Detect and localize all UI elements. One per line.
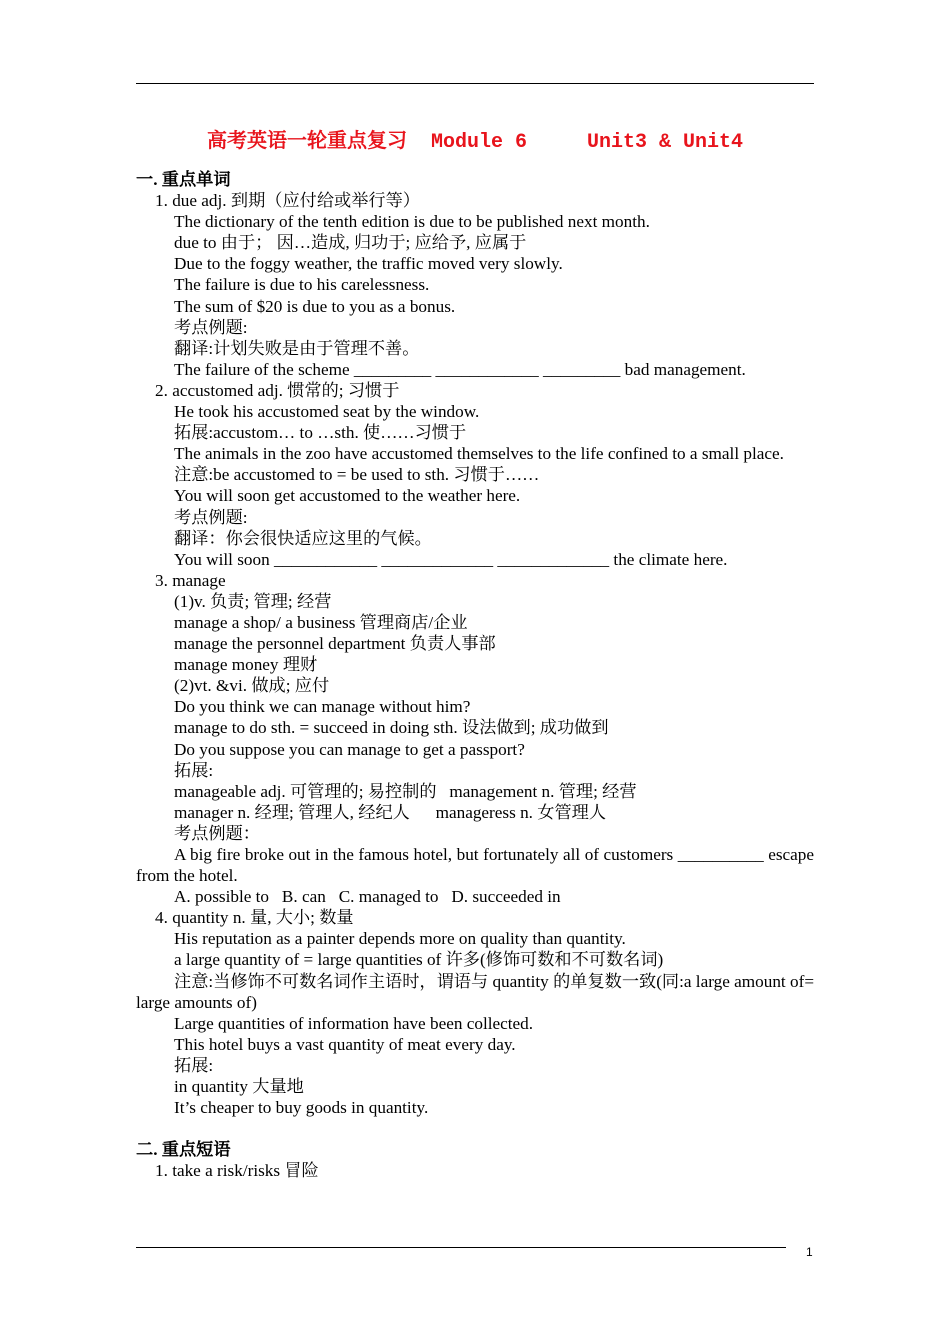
document-title <box>0 124 950 154</box>
example-sentence: The animals in the zoo have accustomed themselves to the life confined to a small place. <box>174 444 784 464</box>
extension-label: 拓展: <box>174 760 214 780</box>
example-sentence: You will soon get accustomed to the weather here. <box>174 486 521 506</box>
extension-label: 拓展: <box>174 1055 214 1075</box>
list-item: 3. manage <box>155 570 226 590</box>
word-family: manageable adj. 可管理的; 易控制的 management n. 管理; 经营 <box>174 781 637 801</box>
document-body <box>136 169 814 1182</box>
example-phrase: manage money 理财 <box>174 655 318 675</box>
title-chinese: 高考英语一轮重点复习 <box>206 128 407 152</box>
example-sentence: It’s cheaper to buy goods in quantity. <box>174 1098 429 1118</box>
list-item: 1. due adj. 到期（应付给或举行等） <box>155 191 420 211</box>
definition: manage to do sth. = succeed in doing sth. 设法做到; 成功做到 <box>174 718 609 738</box>
list-item: 1. take a risk/risks 冒险 <box>155 1161 319 1181</box>
example-phrase: manage a shop/ a business 管理商店/企业 <box>174 612 468 632</box>
definition: (1)v. 负责; 管理; 经营 <box>174 591 332 611</box>
page-number: 1 <box>806 1245 813 1259</box>
note: 注意:当修饰不可数名词作主语时，谓语与 quantity 的单复数一致(同:a large amount of= large amounts of) <box>136 971 815 1012</box>
example-sentence: The dictionary of the tenth edition is due to be published next month. <box>174 212 650 232</box>
answer-options: A. possible to B. can C. managed to D. succeeded in <box>174 887 561 907</box>
title-units: Unit3 & Unit4 <box>587 131 744 154</box>
exercise-question: A big fire broke out in the famous hotel, but fortunately all of customers __________ escape from the hotel. <box>136 845 814 886</box>
fill-blank: You will soon ____________ _____________ _____________ the climate here. <box>174 549 728 569</box>
exercise-label: 考点例题： <box>174 823 260 843</box>
footer-rule <box>136 1247 786 1248</box>
example-sentence: He took his accustomed seat by the window. <box>174 402 480 422</box>
definition: a large quantity of = large quantities of 许多(修饰可数和不可数名词) <box>174 950 664 970</box>
example-sentence: Do you think we can manage without him? <box>174 697 471 717</box>
definition: due to 由于； 因…造成, 归功于; 应给予, 应属于 <box>174 233 527 253</box>
section-heading-words: 一. 重点单词 <box>136 170 231 189</box>
translation-prompt: 翻译：你会很快适应这里的气候。 <box>174 528 432 548</box>
word-family: manager n. 经理; 管理人, 经纪人 manageress n. 女管理人 <box>174 802 607 822</box>
definition: (2)vt. &vi. 做成; 应付 <box>174 676 330 696</box>
list-item: 4. quantity n. 量, 大小; 数量 <box>155 908 354 928</box>
example-sentence: His reputation as a painter depends more on quality than quantity. <box>174 929 626 949</box>
fill-blank: The failure of the scheme _________ ____________ _________ bad management. <box>174 359 746 379</box>
exercise-label: 考点例题: <box>174 317 248 337</box>
example-phrase: manage the personnel department 负责人事部 <box>174 634 496 654</box>
example-sentence: Large quantities of information have been collected. <box>174 1013 534 1033</box>
exercise-label: 考点例题: <box>174 507 248 527</box>
extension-note: 拓展:accustom… to …sth. 使……习惯于 <box>174 423 467 443</box>
title-module: Module 6 <box>430 131 527 154</box>
example-phrase: in quantity 大量地 <box>174 1077 304 1097</box>
example-sentence: Do you suppose you can manage to get a passport? <box>174 739 525 759</box>
list-item: 2. accustomed adj. 惯常的; 习惯于 <box>155 380 400 400</box>
example-sentence: This hotel buys a vast quantity of meat every day. <box>174 1034 516 1054</box>
note: 注意:be accustomed to = be used to sth. 习惯于…… <box>174 465 540 485</box>
example-sentence: The failure is due to his carelessness. <box>174 275 430 295</box>
section-heading-phrases: 二. 重点短语 <box>136 1140 231 1160</box>
example-sentence: Due to the foggy weather, the traffic moved very slowly. <box>174 254 563 274</box>
example-sentence: The sum of $20 is due to you as a bonus. <box>174 296 456 316</box>
header-rule <box>136 83 814 84</box>
spacer <box>136 1118 814 1139</box>
translation-prompt: 翻译:计划失败是由于管理不善。 <box>174 338 420 358</box>
